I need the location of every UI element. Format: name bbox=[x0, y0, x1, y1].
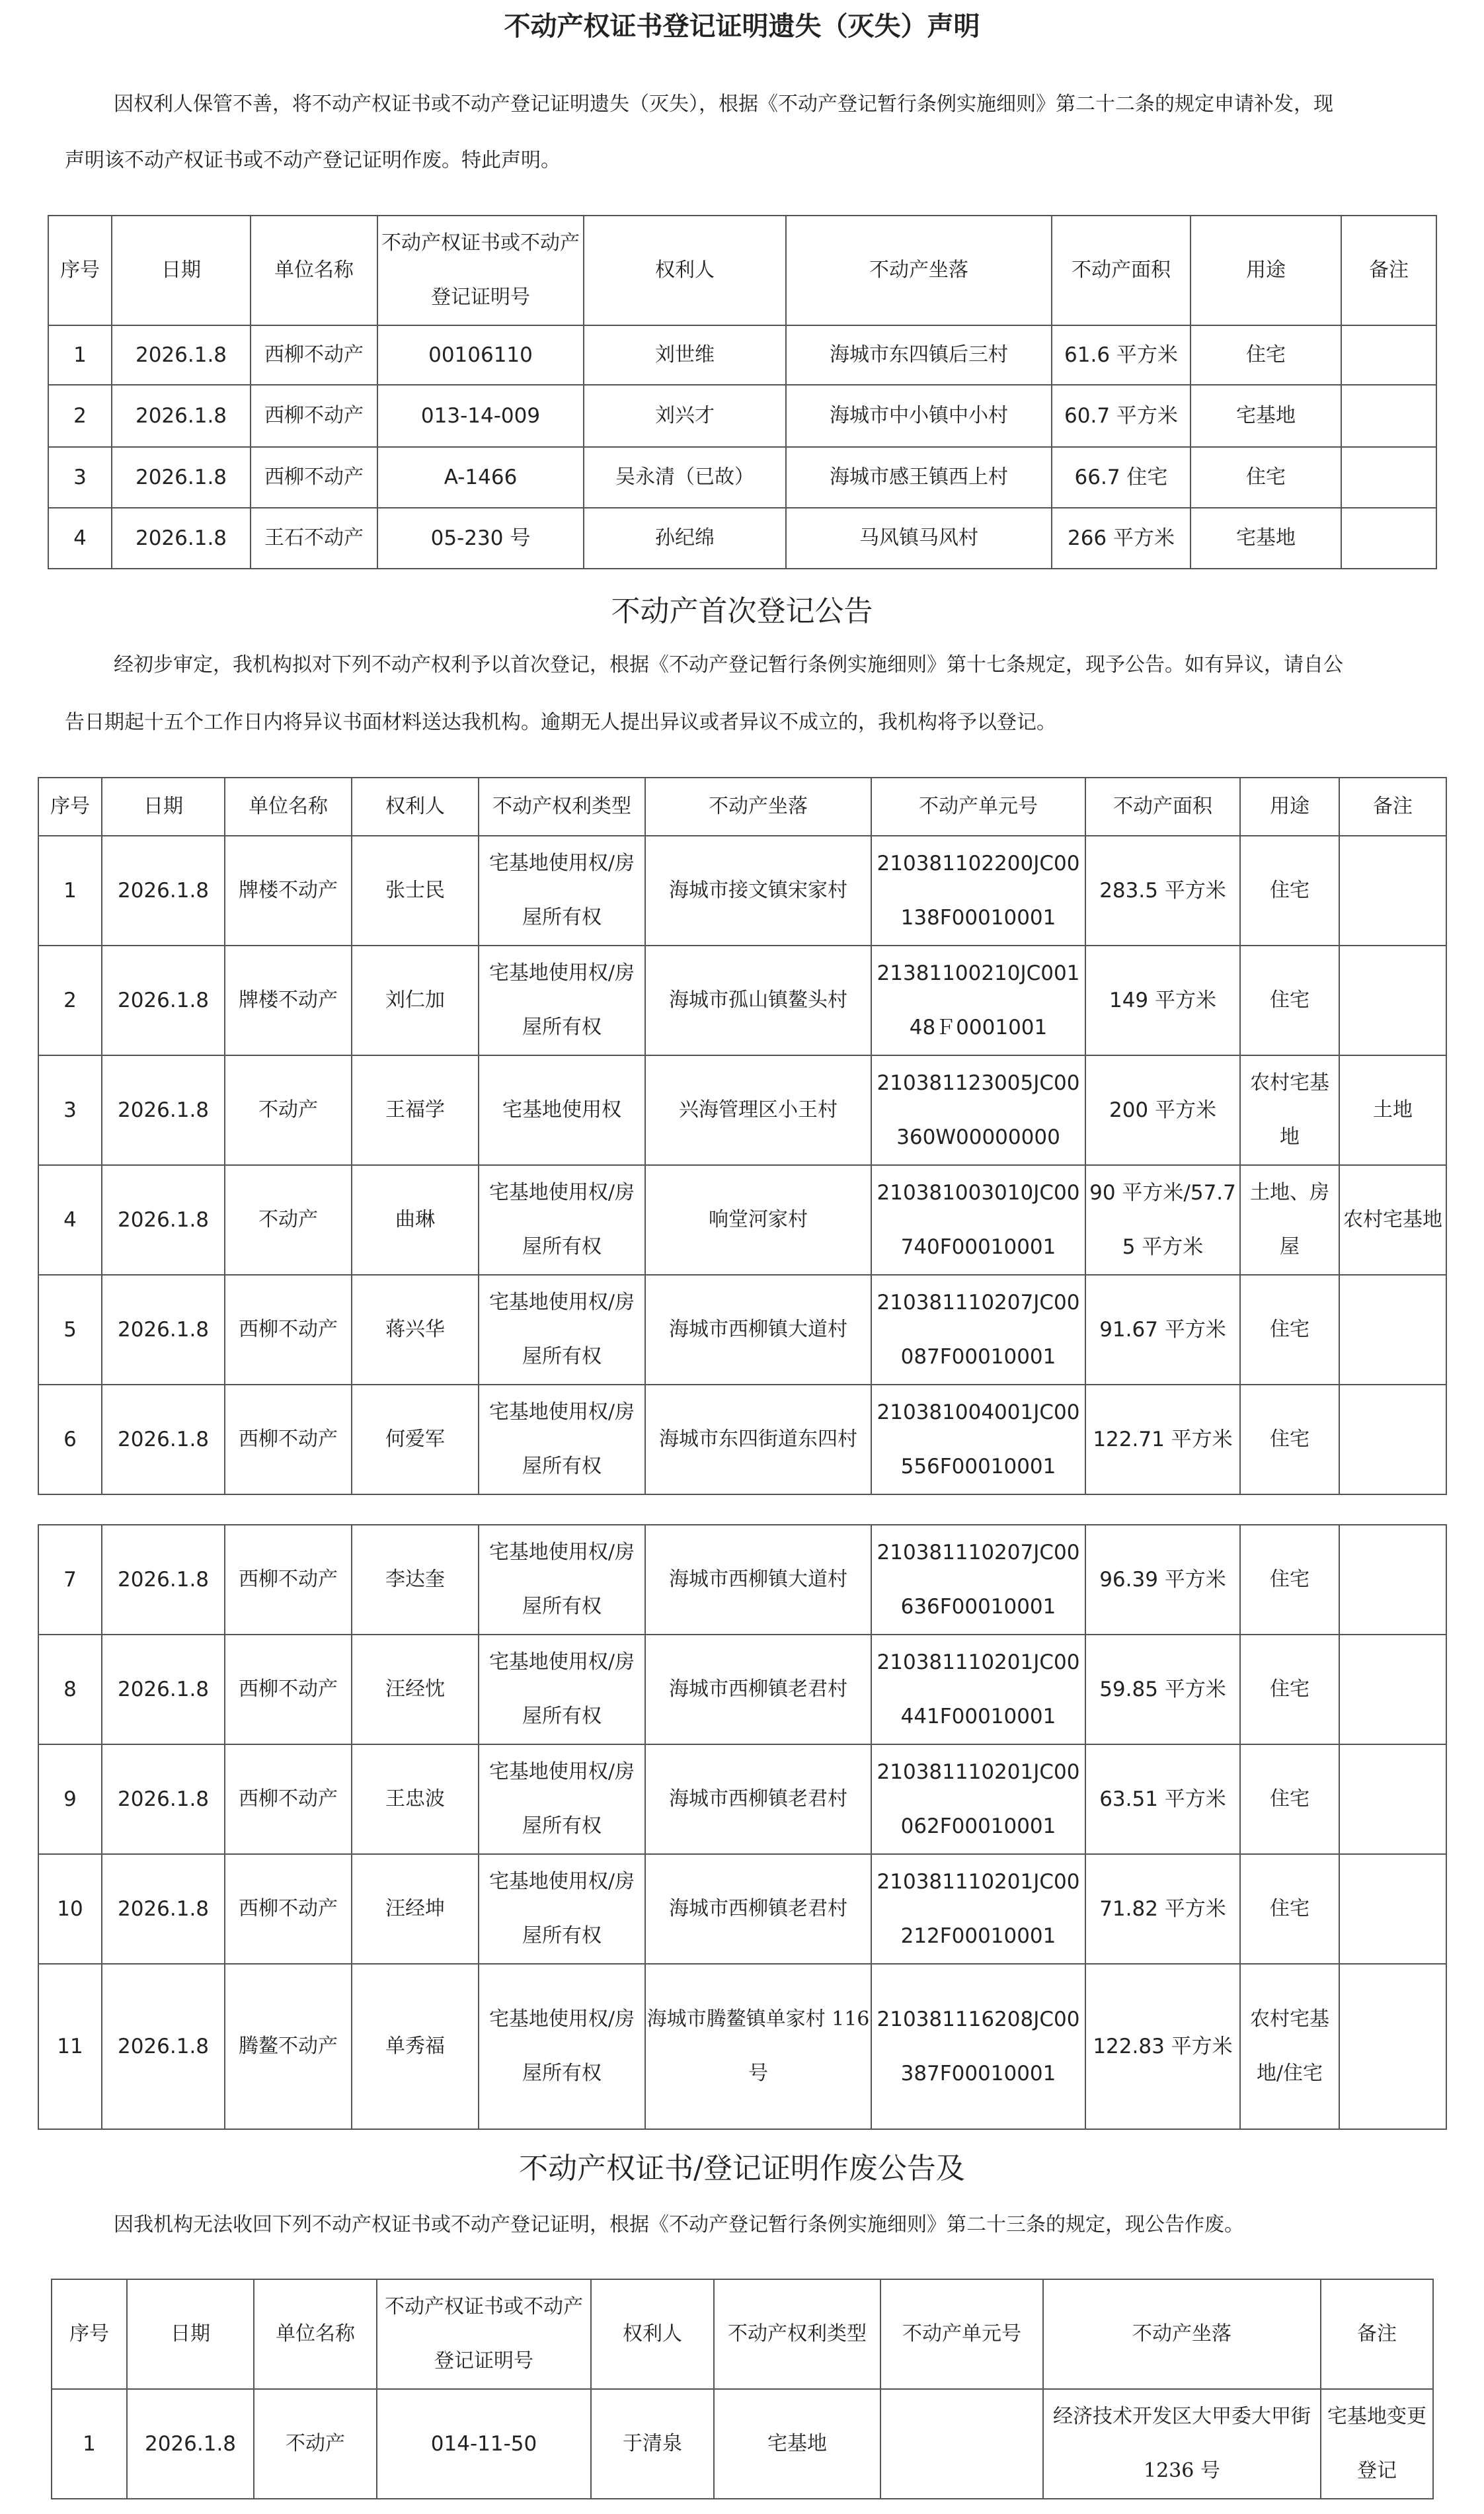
section2-table-a-cell: 2026.1.8 bbox=[102, 1385, 225, 1494]
section2-table-a-cell: 宅基地使用权/房屋所有权 bbox=[479, 1165, 645, 1275]
section2-table-a bbox=[38, 777, 1447, 1495]
section2-table-a-cell: 王福学 bbox=[352, 1055, 479, 1165]
section2-table-a-row bbox=[38, 1275, 1446, 1385]
section2-table-b-cell: 210381110207JC00636F00010001 bbox=[871, 1525, 1085, 1635]
section2-table-a-cell: 农村宅基地 bbox=[1339, 1165, 1446, 1275]
section3-table-cell: 2026.1.8 bbox=[127, 2389, 254, 2499]
section2-table-a-cell: 兴海管理区小王村 bbox=[645, 1055, 871, 1165]
section2-table-a-cell: 西柳不动产 bbox=[225, 1385, 352, 1494]
section1-table-cell: 00106110 bbox=[377, 325, 584, 385]
section1-table-header-cell: 用途 bbox=[1191, 216, 1341, 325]
section1-table bbox=[48, 215, 1437, 569]
section2-table-a-header-cell: 单位名称 bbox=[225, 778, 352, 836]
section2-table-a-row bbox=[38, 836, 1446, 946]
section2-table-b-cell: 腾鳌不动产 bbox=[225, 1964, 352, 2129]
section3-table-header-cell: 序号 bbox=[52, 2279, 127, 2389]
section2-table-a-cell: 210381003010JC00740F00010001 bbox=[871, 1165, 1085, 1275]
section2-title: 不动产首次登记公告 bbox=[611, 594, 873, 628]
section2-table-b-cell: 8 bbox=[38, 1635, 102, 1744]
section2-table-a-cell: 91.67 平方米 bbox=[1085, 1275, 1240, 1385]
section3-table-header-cell: 日期 bbox=[127, 2279, 254, 2389]
section2-table-a-header-cell: 备注 bbox=[1339, 778, 1446, 836]
section2-table-b-cell: 海城市西柳镇老君村 bbox=[645, 1635, 871, 1744]
section1-paragraph-line2: 声明该不动产权证书或不动产登记证明作废。特此声明。 bbox=[65, 149, 561, 172]
section2-table-a-cell bbox=[1339, 1275, 1446, 1385]
section2-table-a-header-cell: 不动产单元号 bbox=[871, 778, 1085, 836]
section1-table-header-cell: 权利人 bbox=[584, 216, 786, 325]
section2-table-b-cell: 2026.1.8 bbox=[102, 1964, 225, 2129]
section2-table-a-header-cell: 权利人 bbox=[352, 778, 479, 836]
section2-table-b-cell: 59.85 平方米 bbox=[1085, 1635, 1240, 1744]
section1-table-cell: 2026.1.8 bbox=[112, 325, 251, 385]
section2-table-b-cell: 海城市腾鳌镇单家村 116 号 bbox=[645, 1964, 871, 2129]
section2-table-a-cell: 牌楼不动产 bbox=[225, 946, 352, 1055]
section1-table-cell: 海城市东四镇后三村 bbox=[786, 325, 1052, 385]
section2-table-b-cell: 西柳不动产 bbox=[225, 1525, 352, 1635]
section1-table-cell: 2026.1.8 bbox=[112, 385, 251, 447]
section2-table-a-cell: 210381102200JC00138F00010001 bbox=[871, 836, 1085, 946]
section3-table-header-cell: 不动产单元号 bbox=[880, 2279, 1043, 2389]
section2-table-b-cell: 210381110201JC00441F00010001 bbox=[871, 1635, 1085, 1744]
section1-table-header-cell: 序号 bbox=[48, 216, 112, 325]
section1-table-header-row bbox=[48, 216, 1436, 325]
section2-table-b-cell: 2026.1.8 bbox=[102, 1854, 225, 1964]
section1-table-cell: 013-14-009 bbox=[377, 385, 584, 447]
section2-table-b-cell: 西柳不动产 bbox=[225, 1854, 352, 1964]
section1-table-cell: 宅基地 bbox=[1191, 385, 1341, 447]
section1-table-row bbox=[48, 385, 1436, 447]
section2-table-a-cell: 宅基地使用权 bbox=[479, 1055, 645, 1165]
section1-table-cell: 266 平方米 bbox=[1052, 508, 1191, 569]
section1-table-header-cell: 不动产面积 bbox=[1052, 216, 1191, 325]
section2-table-a-cell bbox=[1339, 836, 1446, 946]
section2-table-a-cell: 210381004001JC00556F00010001 bbox=[871, 1385, 1085, 1494]
section3-title: 不动产权证书/登记证明作废公告及 bbox=[519, 2152, 965, 2185]
section2-table-a-cell: 土地 bbox=[1339, 1055, 1446, 1165]
section2-table-b-cell: 宅基地使用权/房屋所有权 bbox=[479, 1854, 645, 1964]
section2-table-a-cell: 2026.1.8 bbox=[102, 946, 225, 1055]
section2-table-a-header-cell: 不动产坐落 bbox=[645, 778, 871, 836]
section1-table-header-cell: 备注 bbox=[1341, 216, 1436, 325]
section1-table-cell: 4 bbox=[48, 508, 112, 569]
section2-table-a-cell: 张士民 bbox=[352, 836, 479, 946]
section2-table-b-cell: 李达奎 bbox=[352, 1525, 479, 1635]
section2-table-b-cell: 2026.1.8 bbox=[102, 1744, 225, 1854]
section3-table-cell: 宅基地变更登记 bbox=[1321, 2389, 1433, 2499]
section2-table-a-cell: 不动产 bbox=[225, 1165, 352, 1275]
section2-table-b-row bbox=[38, 1744, 1446, 1854]
section2-table-b-cell: 2026.1.8 bbox=[102, 1635, 225, 1744]
section1-table-cell: 西柳不动产 bbox=[251, 325, 377, 385]
section1-table-cell bbox=[1341, 447, 1436, 508]
section3-table-row bbox=[52, 2389, 1433, 2499]
section2-table-b-cell: 122.83 平方米 bbox=[1085, 1964, 1240, 2129]
section2-table-b bbox=[38, 1524, 1447, 2130]
section3-table-header-row bbox=[52, 2279, 1433, 2389]
section2-table-b-cell bbox=[1339, 1635, 1446, 1744]
section2-table-b-row bbox=[38, 1635, 1446, 1744]
section1-table-cell: 3 bbox=[48, 447, 112, 508]
section2-table-b-cell: 11 bbox=[38, 1964, 102, 2129]
section2-table-a-cell: 宅基地使用权/房屋所有权 bbox=[479, 946, 645, 1055]
section3-table-cell: 经济技术开发区大甲委大甲街 1236 号 bbox=[1043, 2389, 1321, 2499]
section1-table-row bbox=[48, 325, 1436, 385]
section2-paragraph-line1: 经初步审定，我机构拟对下列不动产权利予以首次登记，根据《不动产登记暂行条例实施细则》第十七条规定，现予公告。如有异议，请自公 bbox=[114, 653, 1343, 676]
section2-table-a-cell: 21381100210JC00148Ｆ0001001 bbox=[871, 946, 1085, 1055]
section1-table-cell: 刘世维 bbox=[584, 325, 786, 385]
section2-table-b-cell: 汪经忱 bbox=[352, 1635, 479, 1744]
section2-table-a-cell: 2026.1.8 bbox=[102, 1055, 225, 1165]
section1-table-cell: 宅基地 bbox=[1191, 508, 1341, 569]
section3-paragraph-line1: 因我机构无法收回下列不动产权证书或不动产登记证明，根据《不动产登记暂行条例实施细则》第二十三条的规定，现公告作废。 bbox=[114, 2213, 1244, 2236]
section3-table-header-cell: 不动产权证书或不动产登记证明号 bbox=[377, 2279, 591, 2389]
section2-table-b-cell: 住宅 bbox=[1240, 1744, 1339, 1854]
section1-table-cell: 住宅 bbox=[1191, 325, 1341, 385]
section2-table-a-header-cell: 序号 bbox=[38, 778, 102, 836]
section3-table-header-cell: 不动产坐落 bbox=[1043, 2279, 1321, 2389]
section3-table-cell bbox=[880, 2389, 1043, 2499]
section2-table-b-cell bbox=[1339, 1525, 1446, 1635]
section1-table-cell: 2026.1.8 bbox=[112, 447, 251, 508]
section2-table-b-row bbox=[38, 1964, 1446, 2129]
section1-table-cell: 孙纪绵 bbox=[584, 508, 786, 569]
section3-table-cell: 014-11-50 bbox=[377, 2389, 591, 2499]
section2-table-b-row bbox=[38, 1525, 1446, 1635]
section1-table-cell: 2026.1.8 bbox=[112, 508, 251, 569]
section2-table-a-cell: 283.5 平方米 bbox=[1085, 836, 1240, 946]
section2-table-a-cell bbox=[1339, 1385, 1446, 1494]
section2-table-a-cell: 2026.1.8 bbox=[102, 1275, 225, 1385]
section1-table-cell: 西柳不动产 bbox=[251, 447, 377, 508]
section1-table-row bbox=[48, 508, 1436, 569]
section2-table-a-row bbox=[38, 946, 1446, 1055]
section3-table-cell: 于清泉 bbox=[591, 2389, 714, 2499]
section2-table-a-cell: 曲琳 bbox=[352, 1165, 479, 1275]
section1-table-cell: 海城市感王镇西上村 bbox=[786, 447, 1052, 508]
section1-table-cell: 海城市中小镇中小村 bbox=[786, 385, 1052, 447]
section2-table-b-cell: 210381116208JC00387F00010001 bbox=[871, 1964, 1085, 2129]
section2-table-a-header-cell: 日期 bbox=[102, 778, 225, 836]
section2-table-a-cell: 2 bbox=[38, 946, 102, 1055]
section2-table-b-cell: 71.82 平方米 bbox=[1085, 1854, 1240, 1964]
section2-table-a-cell: 刘仁加 bbox=[352, 946, 479, 1055]
section2-table-a-header-cell: 不动产面积 bbox=[1085, 778, 1240, 836]
section2-table-b-cell: 汪经坤 bbox=[352, 1854, 479, 1964]
section3-table-cell: 不动产 bbox=[254, 2389, 377, 2499]
section1-table-cell: 05-230 号 bbox=[377, 508, 584, 569]
section3-table-cell: 1 bbox=[52, 2389, 127, 2499]
section2-table-a-cell: 住宅 bbox=[1240, 1385, 1339, 1494]
section1-table-row bbox=[48, 447, 1436, 508]
section3-table-cell: 宅基地 bbox=[714, 2389, 880, 2499]
section2-table-b-cell: 农村宅基地/住宅 bbox=[1240, 1964, 1339, 2129]
section2-table-a-header-cell: 用途 bbox=[1240, 778, 1339, 836]
section1-table-cell bbox=[1341, 325, 1436, 385]
section2-table-a-cell: 90 平方米/57.75 平方米 bbox=[1085, 1165, 1240, 1275]
section2-table-b-cell: 西柳不动产 bbox=[225, 1744, 352, 1854]
section2-table-b-cell bbox=[1339, 1854, 1446, 1964]
section1-table-cell: 王石不动产 bbox=[251, 508, 377, 569]
section2-table-a-cell: 住宅 bbox=[1240, 836, 1339, 946]
section1-table-cell: 刘兴才 bbox=[584, 385, 786, 447]
section2-table-b-cell: 210381110201JC00062F00010001 bbox=[871, 1744, 1085, 1854]
section3-table-header-cell: 不动产权利类型 bbox=[714, 2279, 880, 2389]
section1-table-header-cell: 不动产权证书或不动产登记证明号 bbox=[377, 216, 584, 325]
section2-table-b-row bbox=[38, 1854, 1446, 1964]
section1-title: 不动产权证书登记证明遗失（灭失）声明 bbox=[504, 11, 980, 42]
section3-table bbox=[51, 2279, 1434, 2499]
section2-table-b-cell: 海城市西柳镇大道村 bbox=[645, 1525, 871, 1635]
section1-table-header-cell: 不动产坐落 bbox=[786, 216, 1052, 325]
section2-table-a-row bbox=[38, 1055, 1446, 1165]
section2-table-b-cell: 宅基地使用权/房屋所有权 bbox=[479, 1635, 645, 1744]
section2-paragraph-line2: 告日期起十五个工作日内将异议书面材料送达我机构。逾期无人提出异议或者异议不成立的，我机构将予以登记。 bbox=[65, 711, 1056, 734]
section2-table-a-cell: 149 平方米 bbox=[1085, 946, 1240, 1055]
section2-table-b-cell: 96.39 平方米 bbox=[1085, 1525, 1240, 1635]
section2-table-b-cell: 王忠波 bbox=[352, 1744, 479, 1854]
section2-table-a-cell: 牌楼不动产 bbox=[225, 836, 352, 946]
section1-table-cell: 吴永清（已故） bbox=[584, 447, 786, 508]
section1-table-header-cell: 单位名称 bbox=[251, 216, 377, 325]
section2-table-b-cell: 西柳不动产 bbox=[225, 1635, 352, 1744]
section1-table-header-cell: 日期 bbox=[112, 216, 251, 325]
section2-table-a-cell: 2026.1.8 bbox=[102, 1165, 225, 1275]
section2-table-b-cell: 海城市西柳镇老君村 bbox=[645, 1854, 871, 1964]
section3-table-header-cell: 单位名称 bbox=[254, 2279, 377, 2389]
section2-table-a-cell: 宅基地使用权/房屋所有权 bbox=[479, 836, 645, 946]
section2-table-a-cell: 宅基地使用权/房屋所有权 bbox=[479, 1275, 645, 1385]
section2-table-a-cell: 宅基地使用权/房屋所有权 bbox=[479, 1385, 645, 1494]
section2-table-a-cell: 住宅 bbox=[1240, 946, 1339, 1055]
section2-table-a-cell: 海城市孤山镇鳌头村 bbox=[645, 946, 871, 1055]
section2-table-b-cell: 2026.1.8 bbox=[102, 1525, 225, 1635]
section3-table-header-cell: 备注 bbox=[1321, 2279, 1433, 2389]
section2-table-b-cell: 10 bbox=[38, 1854, 102, 1964]
section2-table-a-cell: 不动产 bbox=[225, 1055, 352, 1165]
section2-table-b-cell: 9 bbox=[38, 1744, 102, 1854]
section3-table-header-cell: 权利人 bbox=[591, 2279, 714, 2389]
section2-table-a-cell: 海城市东四街道东四村 bbox=[645, 1385, 871, 1494]
section1-table-cell bbox=[1341, 385, 1436, 447]
section2-table-a-cell: 住宅 bbox=[1240, 1275, 1339, 1385]
section2-table-a-cell: 4 bbox=[38, 1165, 102, 1275]
section1-paragraph-line1: 因权利人保管不善，将不动产权证书或不动产登记证明遗失（灭失），根据《不动产登记暂行条例实施细则》第二十二条的规定申请补发，现 bbox=[114, 93, 1333, 116]
section1-table-cell: A-1466 bbox=[377, 447, 584, 508]
section2-table-b-cell: 单秀福 bbox=[352, 1964, 479, 2129]
section2-table-a-cell: 210381110207JC00087F00010001 bbox=[871, 1275, 1085, 1385]
section2-table-a-cell: 200 平方米 bbox=[1085, 1055, 1240, 1165]
section1-table-cell: 住宅 bbox=[1191, 447, 1341, 508]
section1-table-cell: 2 bbox=[48, 385, 112, 447]
section1-table-cell: 60.7 平方米 bbox=[1052, 385, 1191, 447]
section2-table-b-cell bbox=[1339, 1744, 1446, 1854]
section1-table-cell: 66.7 住宅 bbox=[1052, 447, 1191, 508]
section2-table-a-cell: 何爱军 bbox=[352, 1385, 479, 1494]
section2-table-b-cell: 210381110201JC00212F00010001 bbox=[871, 1854, 1085, 1964]
section2-table-b-cell: 海城市西柳镇老君村 bbox=[645, 1744, 871, 1854]
section2-table-b-cell: 宅基地使用权/房屋所有权 bbox=[479, 1744, 645, 1854]
section1-table-cell bbox=[1341, 508, 1436, 569]
section2-table-b-cell: 63.51 平方米 bbox=[1085, 1744, 1240, 1854]
section2-table-a-cell: 3 bbox=[38, 1055, 102, 1165]
section2-table-b-cell: 宅基地使用权/房屋所有权 bbox=[479, 1964, 645, 2129]
section2-table-b-cell: 住宅 bbox=[1240, 1525, 1339, 1635]
section1-table-cell: 西柳不动产 bbox=[251, 385, 377, 447]
section1-table-cell: 马风镇马风村 bbox=[786, 508, 1052, 569]
section2-table-a-cell: 海城市接文镇宋家村 bbox=[645, 836, 871, 946]
section2-table-a-cell: 蒋兴华 bbox=[352, 1275, 479, 1385]
section2-table-a-cell: 西柳不动产 bbox=[225, 1275, 352, 1385]
section2-table-a-cell bbox=[1339, 946, 1446, 1055]
section2-table-a-header-row bbox=[38, 778, 1446, 836]
section2-table-a-cell: 2026.1.8 bbox=[102, 836, 225, 946]
section2-table-a-row bbox=[38, 1385, 1446, 1494]
section2-table-b-cell: 宅基地使用权/房屋所有权 bbox=[479, 1525, 645, 1635]
section2-table-a-cell: 5 bbox=[38, 1275, 102, 1385]
section2-table-a-cell: 响堂河家村 bbox=[645, 1165, 871, 1275]
section2-table-a-cell: 农村宅基地 bbox=[1240, 1055, 1339, 1165]
section2-table-a-cell: 土地、房屋 bbox=[1240, 1165, 1339, 1275]
section2-table-a-cell: 122.71 平方米 bbox=[1085, 1385, 1240, 1494]
section2-table-a-row bbox=[38, 1165, 1446, 1275]
section2-table-a-cell: 210381123005JC00360W00000000 bbox=[871, 1055, 1085, 1165]
section2-table-a-cell: 海城市西柳镇大道村 bbox=[645, 1275, 871, 1385]
section2-table-b-cell: 住宅 bbox=[1240, 1854, 1339, 1964]
section2-table-a-header-cell: 不动产权利类型 bbox=[479, 778, 645, 836]
section1-table-cell: 61.6 平方米 bbox=[1052, 325, 1191, 385]
section2-table-b-cell bbox=[1339, 1964, 1446, 2129]
section1-table-cell: 1 bbox=[48, 325, 112, 385]
section2-table-a-cell: 6 bbox=[38, 1385, 102, 1494]
section2-table-a-cell: 1 bbox=[38, 836, 102, 946]
section2-table-b-cell: 7 bbox=[38, 1525, 102, 1635]
section2-table-b-cell: 住宅 bbox=[1240, 1635, 1339, 1744]
